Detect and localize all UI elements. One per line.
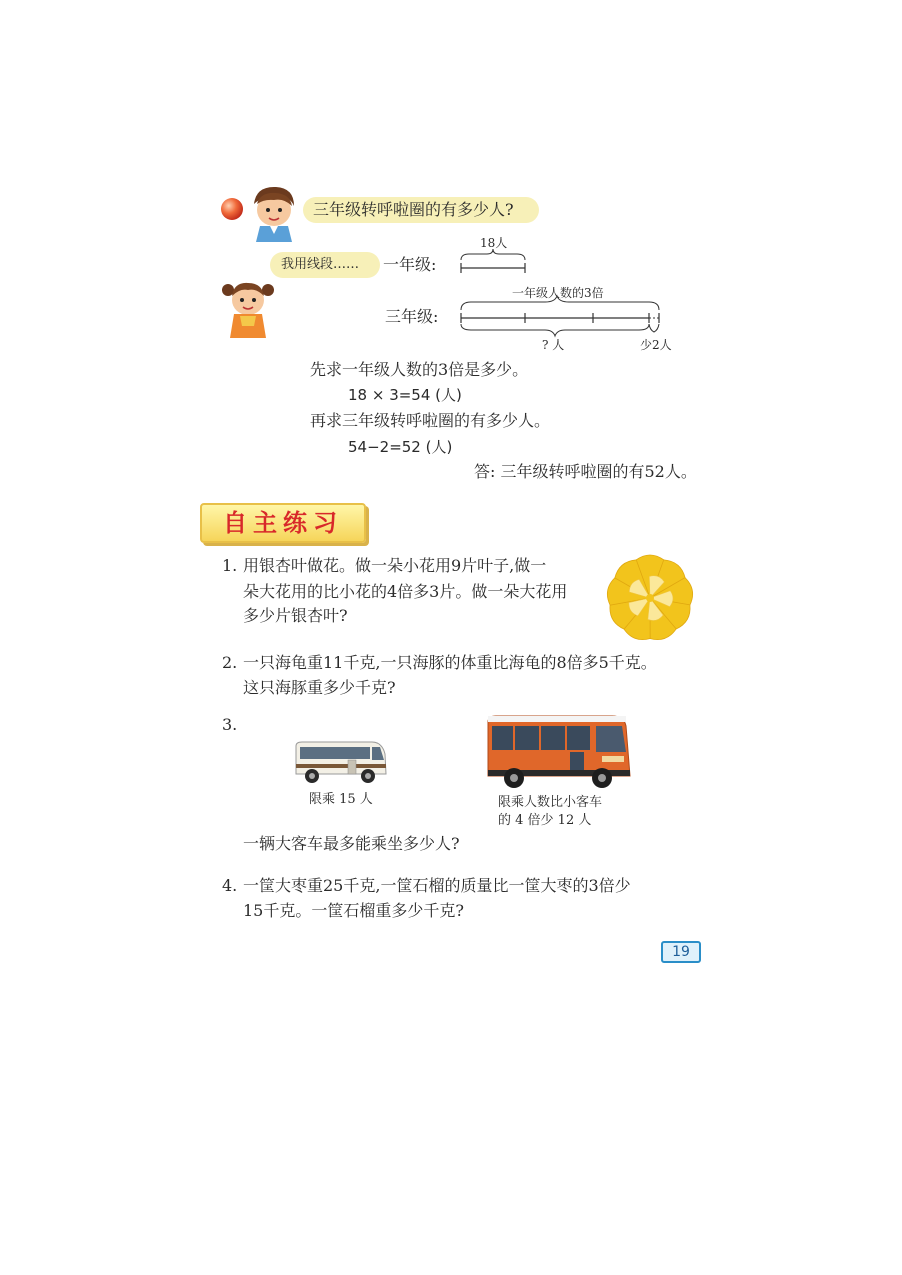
exercise-4-number: 4. (222, 876, 238, 895)
page-number: 19 (661, 941, 701, 963)
girl-avatar (220, 276, 276, 338)
big-bus-caption-line2: 的 4 倍少 12 人 (498, 813, 592, 828)
exercise-2-line2: 这只海豚重多少千克? (243, 678, 396, 697)
question-bubble-text: 三年级转呼啦圈的有多少人? (313, 200, 514, 219)
answer-text: 答: 三年级转呼啦圈的有52人。 (474, 462, 697, 481)
exercise-1-line2: 朵大花用的比小花的4倍多3片。做一朵大花用 (243, 582, 568, 601)
small-bus-caption: 限乘 15 人 (309, 792, 373, 807)
section-title-banner (200, 503, 366, 543)
example-section (0, 0, 902, 490)
grade1-value-label: 18人 (480, 236, 508, 250)
grade3-unknown-label: ? 人 (542, 338, 565, 352)
big-bus-image (484, 712, 634, 792)
exercise-2 (0, 650, 902, 700)
red-ball-icon (219, 196, 245, 222)
boy-avatar (246, 182, 302, 242)
segment-diagram (455, 248, 675, 344)
grade3-less-label: 少2人 (640, 338, 672, 352)
big-bus-caption-line1: 限乘人数比小客车 (498, 795, 603, 810)
exercise-2-number: 2. (222, 653, 238, 672)
girl-bubble-text: 我用线段…… (281, 257, 360, 272)
exercise-1-line3: 多少片银杏叶? (243, 606, 348, 625)
ginkgo-flower-image (604, 552, 696, 644)
exercise-4-line2: 15千克。一筐石榴重多少千克? (243, 901, 464, 920)
section-title: 自主练习 (223, 509, 343, 537)
exercise-1-number: 1. (222, 556, 238, 575)
step2-text: 再求三年级转呼啦圈的有多少人。 (310, 411, 551, 430)
exercise-1-line1: 用银杏叶做花。做一朵小花用9片叶子,做一 (243, 556, 547, 575)
grade1-label: 一年级: (383, 255, 437, 274)
small-bus-image (292, 738, 388, 786)
exercise-1 (0, 550, 902, 630)
exercise-4 (0, 873, 902, 923)
equation2: 54−2=52 (人) (348, 438, 453, 456)
exercise-2-line1: 一只海龟重11千克,一只海豚的体重比海龟的8倍多5千克。 (243, 653, 657, 672)
step1-text: 先求一年级人数的3倍是多少。 (310, 360, 529, 379)
exercise-4-line1: 一筐大枣重25千克,一筐石榴的质量比一筐大枣的3倍少 (243, 876, 631, 895)
grade3-label: 三年级: (385, 307, 439, 326)
grade3-brace-label: 一年级人数的3倍 (512, 286, 604, 300)
exercise-3-number: 3. (222, 715, 238, 734)
exercise-3-question: 一辆大客车最多能乘坐多少人? (243, 834, 460, 853)
equation1: 18 × 3=54 (人) (348, 386, 462, 404)
